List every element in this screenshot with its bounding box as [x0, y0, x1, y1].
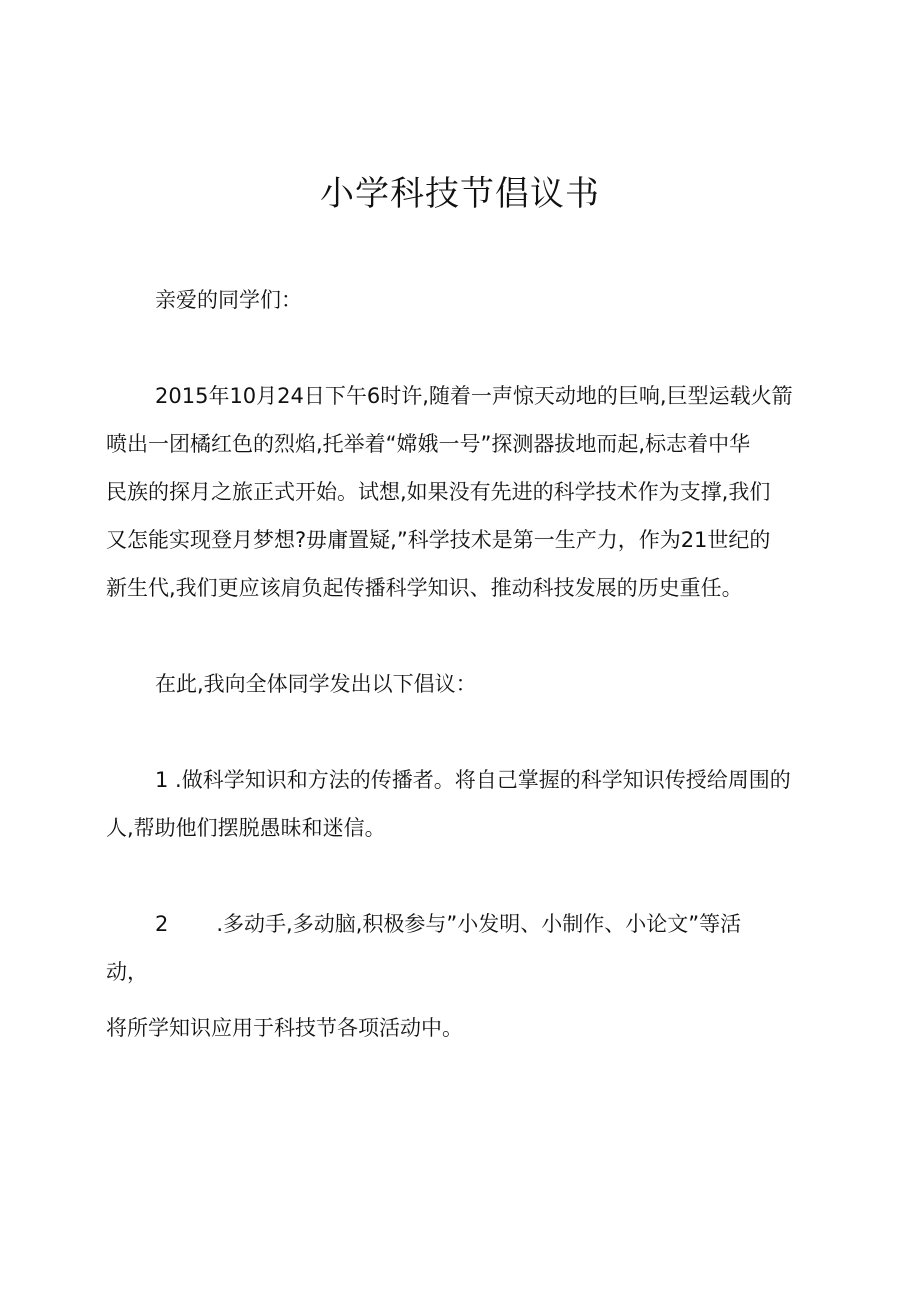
proposal-item-line: 将所学知识应用于科技节各项活动中。	[106, 1016, 463, 1040]
proposal-item-line: 人,帮助他们摆脱愚昧和迷信。	[106, 816, 386, 840]
intro-line: 2015年10月24日下午6时许,随着一声惊天动地的巨响,巨型运载火箭	[155, 384, 793, 408]
intro-line: 又怎能实现登月梦想?毋庸置疑,”科学技术是第一生产力，作为21世纪的	[106, 528, 771, 552]
item-text: .多动手,多动脑,积极参与”小发明、小制作、小论文”等活	[216, 912, 742, 936]
item-number: 2	[155, 912, 169, 936]
proposal-item-line: 1 .做科学知识和方法的传播者。将自己掌握的科学知识传授给周围的	[155, 768, 791, 792]
greeting: 亲爱的同学们：	[155, 288, 302, 312]
intro-line: 新生代,我们更应该肩负起传播科学知识、推动科技发展的历史重任。	[106, 576, 743, 600]
proposal-intro: 在此,我向全体同学发出以下倡议：	[155, 672, 477, 696]
proposal-item-line	[155, 900, 741, 948]
intro-line: 喷出一团橘红色的烈焰,托举着“嫦娥一号”探测器拔地而起,标志着中华	[106, 432, 751, 456]
proposal-item-line: 动，	[106, 960, 148, 984]
document-title: 小学科技节倡议书	[320, 174, 600, 214]
intro-line: 民族的探月之旅正式开始。试想,如果没有先进的科学技术作为支撑,我们	[106, 480, 771, 504]
